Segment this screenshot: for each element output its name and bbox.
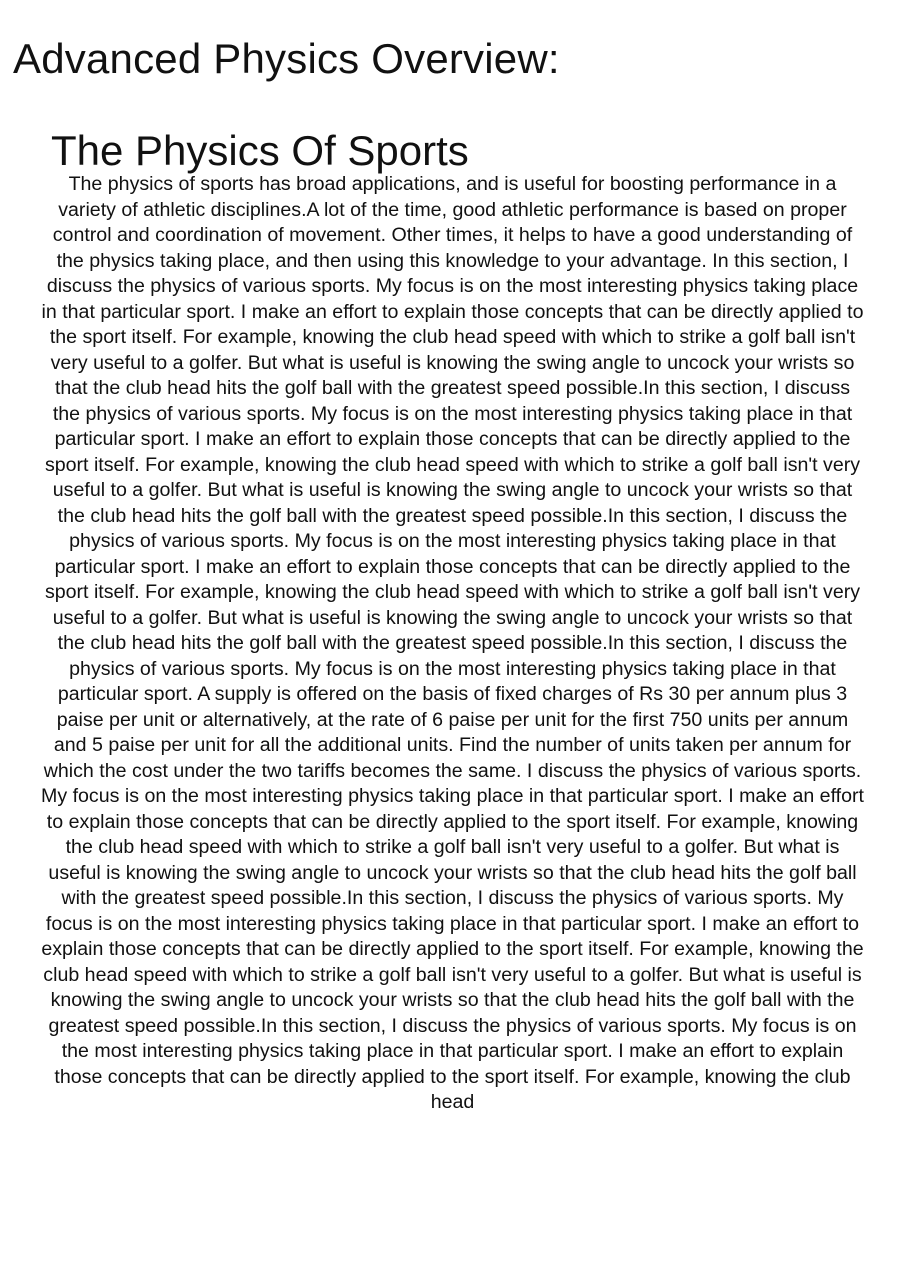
section-body-paragraph: The physics of sports has broad applications, and is useful for boosting performance in a variety of athletic disciplines.A lot of the time, good athletic performance is based on proper control and coordination of movement. Other times, it helps to have a good understanding of the physics taking place, and then using this knowledge to your advantage. In this section, I discuss the physics of various sports. My focus is on the most interesting physics taking place in that particular sport. I make an effort to explain those concepts that can be directly applied to the sport itself. For example, knowing the club head speed with which to strike a golf ball isn't very useful to a golfer. But what is useful is knowing the swing angle to uncock your wrists so that the club head hits the golf ball with the greatest speed possible.In this section, I discuss the physics of various sports. My focus is on the most interesting physics taking place in that particular sport. I make an effort to explain those concepts that can be directly applied to the sport itself. For example, knowing the club head speed with which to strike a golf ball isn't very useful to a golfer. But what is useful is knowing the swing angle to uncock your wrists so that the club head hits the golf ball with the greatest speed possible.In this section, I discuss the physics of various sports. My focus is on the most interesting physics taking place in that particular sport. I make an effort to explain those concepts that can be directly applied to the sport itself. For example, knowing the club head speed with which to strike a golf ball isn't very useful to a golfer. But what is useful is knowing the swing angle to uncock your wrists so that the club head hits the golf ball with the greatest speed possible.In this section, I discuss the physics of various sports. My focus is on the most interesting physics taking place in that particular sport. A supply is offered on the basis of fixed charges of Rs 30 per annum plus 3 paise per unit or alternatively, at the rate of 6 paise per unit for the first 750 units per annum and 5 paise per unit for all the additional units. Find the number of units taken per annum for which the cost under the two tariffs becomes the same. I discuss the physics of various sports. My focus is on the most interesting physics taking place in that particular sport. I make an effort to explain those concepts that can be directly applied to the sport itself. For example, knowing the club head speed with which to strike a golf ball isn't very useful to a golfer. But what is useful is knowing the swing angle to uncock your wrists so that the club head hits the golf ball with the greatest speed possible.In this section, I discuss the physics of various sports. My focus is on the most interesting physics taking place in that particular sport. I make an effort to explain those concepts that can be directly applied to the sport itself. For example, knowing the club head speed with which to strike a golf ball isn't very useful to a golfer. But what is useful is knowing the swing angle to uncock your wrists so that the club head hits the golf ball with the greatest speed possible.In this section, I discuss the physics of various sports. My focus is on the most interesting physics taking place in that particular sport. I make an effort to explain those concepts that can be directly applied to the sport itself. For example, knowing the club head — [41, 173, 864, 1113]
document-title: Advanced Physics Overview: — [13, 35, 560, 82]
section-heading: The Physics Of Sports — [51, 127, 469, 174]
